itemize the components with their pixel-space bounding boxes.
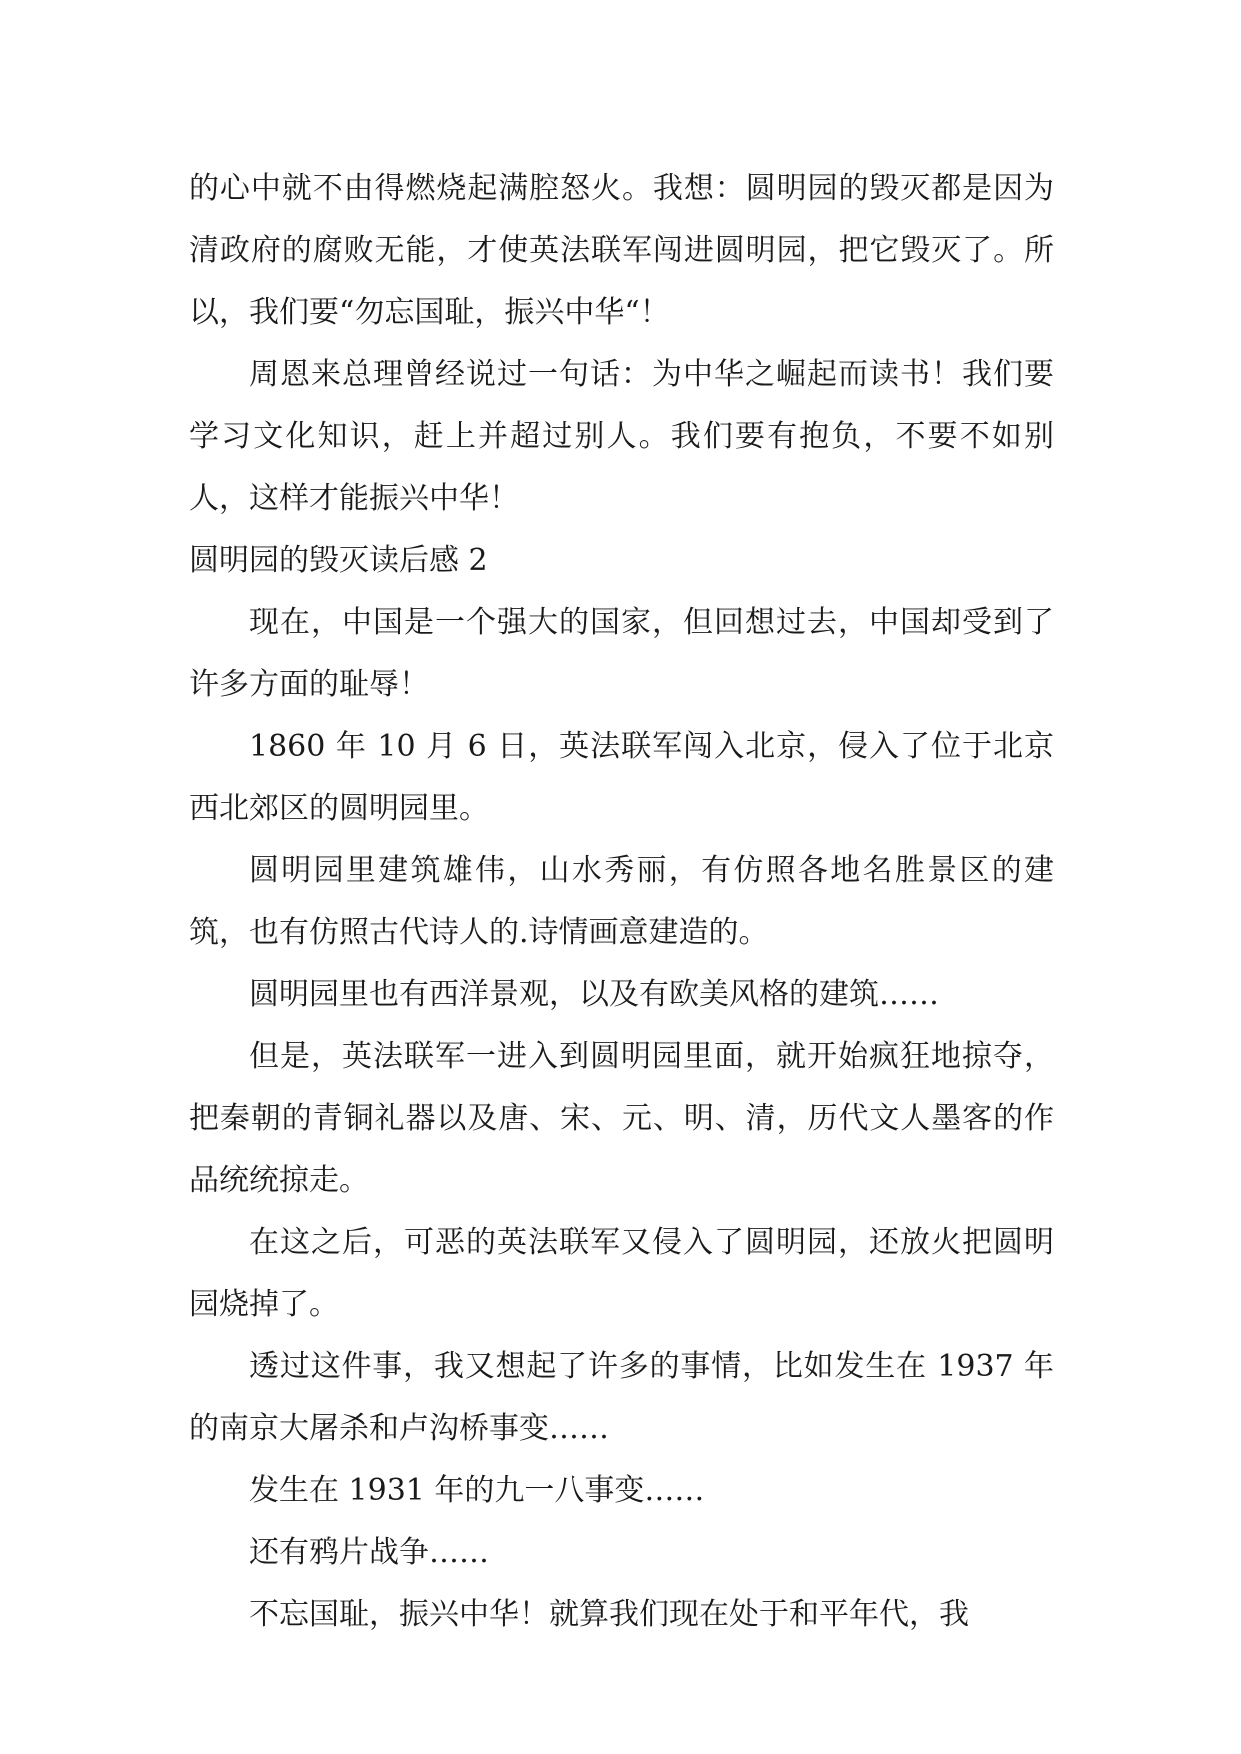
continuation-paragraph: 的心中就不由得燃烧起满腔怒火。我想：圆明园的毁灭都是因为清政府的腐败无能，才使英法联军闯进圆明园，把它毁灭了。所以，我们要“勿忘国耻，振兴中华“！: [189, 171, 1054, 330]
body-paragraph: 不忘国耻，振兴中华！就算我们现在处于和平年代，我: [249, 1597, 969, 1632]
body-paragraph: 透过这件事，我又想起了许多的事情，比如发生在 1937 年的南京大屠杀和卢沟桥事变……: [189, 1349, 1054, 1446]
body-paragraph: 圆明园里建筑雄伟，山水秀丽，有仿照各地名胜景区的建筑，也有仿照古代诗人的.诗情画意建造的。: [189, 853, 1054, 950]
zhou-enlai-paragraph: 周恩来总理曾经说过一句话：为中华之崛起而读书！我们要学习文化知识，赶上并超过别人。我们要有抱负，不要不如别人，这样才能振兴中华！: [189, 357, 1054, 516]
body-paragraph: 圆明园里也有西洋景观，以及有欧美风格的建筑……: [249, 977, 939, 1012]
section-title: 圆明园的毁灭读后感 2: [189, 543, 488, 578]
body-paragraph: 1860 年 10 月 6 日，英法联军闯入北京，侵入了位于北京西北郊区的圆明园里。: [189, 729, 1054, 826]
body-paragraph: 发生在 1931 年的九一八事变……: [249, 1473, 705, 1508]
body-paragraph: 但是，英法联军一进入到圆明园里面，就开始疯狂地掠夺，把秦朝的青铜礼器以及唐、宋、元、明、清，历代文人墨客的作品统统掠走。: [189, 1039, 1054, 1198]
body-paragraph: 还有鸦片战争……: [249, 1535, 489, 1570]
body-paragraph: 现在，中国是一个强大的国家，但回想过去，中国却受到了许多方面的耻辱！: [189, 605, 1054, 702]
document-page: [189, 158, 1054, 1646]
body-paragraph: 在这之后，可恶的英法联军又侵入了圆明园，还放火把圆明园烧掉了。: [189, 1225, 1054, 1322]
